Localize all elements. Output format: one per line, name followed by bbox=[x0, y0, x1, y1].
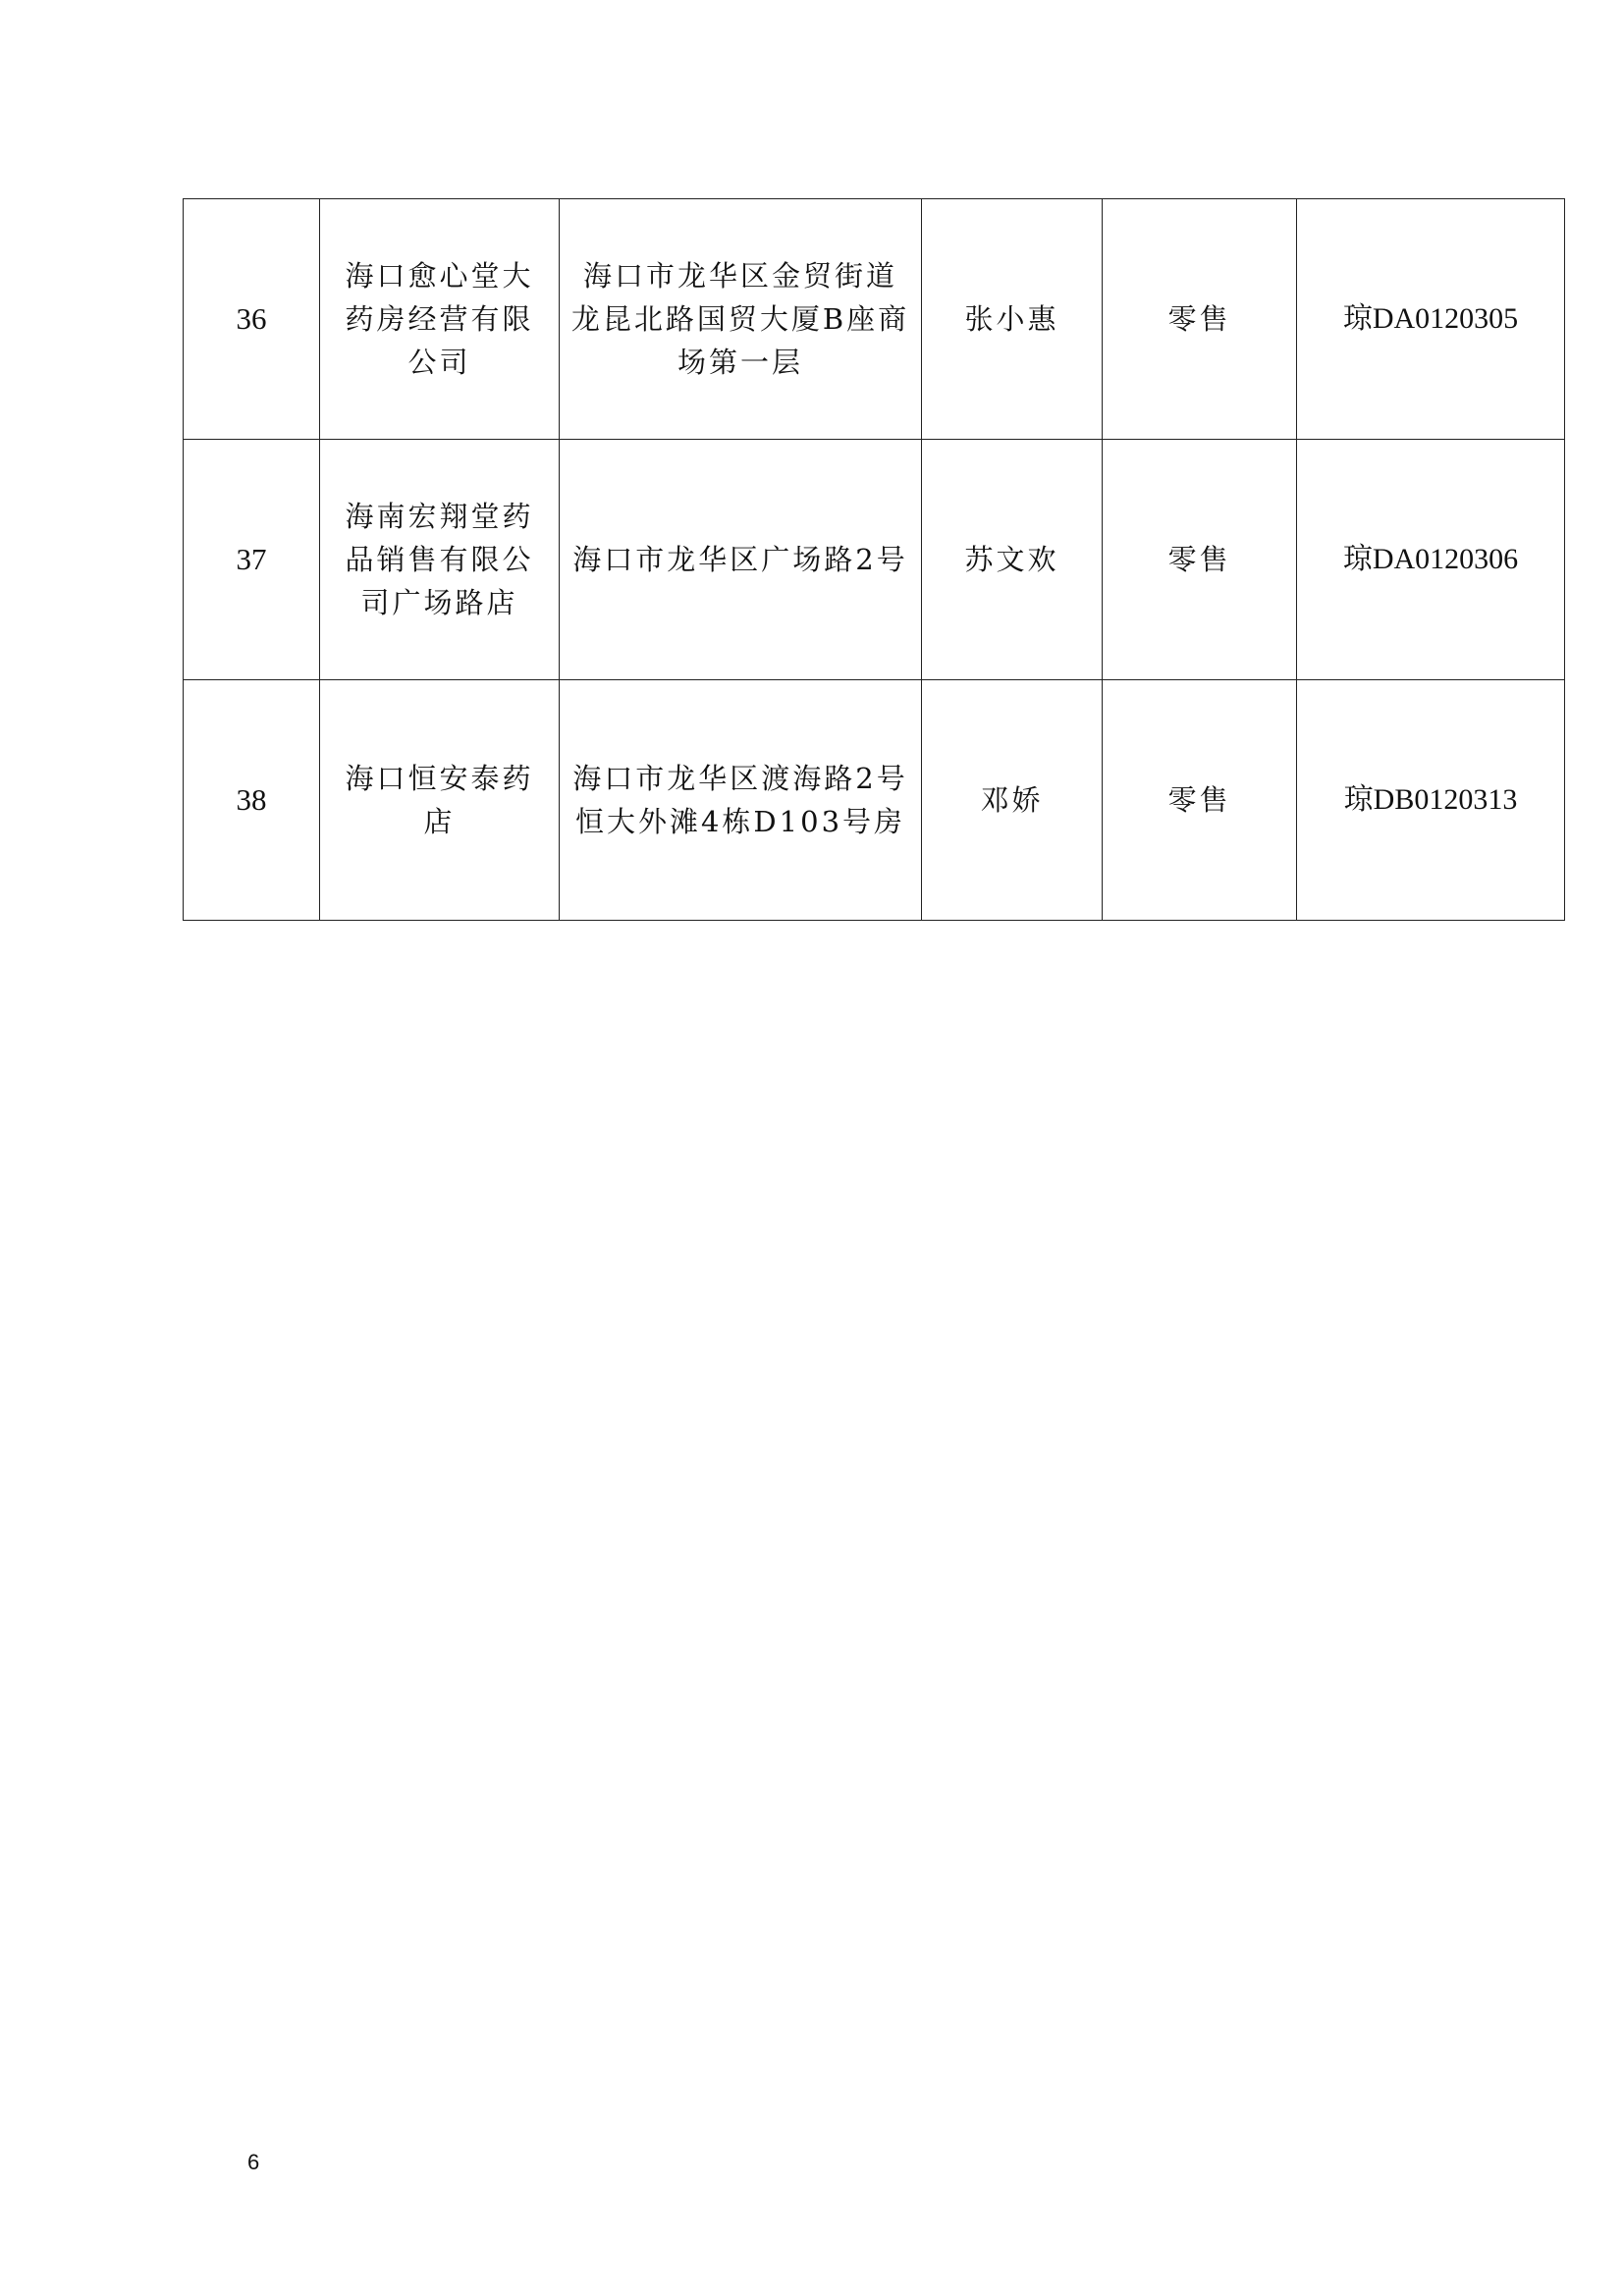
company-name: 海口恒安泰药店 bbox=[320, 680, 560, 921]
table-row bbox=[184, 199, 1565, 440]
row-number: 37 bbox=[184, 440, 320, 680]
row-number: 38 bbox=[184, 680, 320, 921]
company-address: 海口市龙华区金贸街道龙昆北路国贸大厦B座商场第一层 bbox=[560, 199, 922, 440]
responsible-person: 苏文欢 bbox=[922, 440, 1103, 680]
license-number: 琼DB0120313 bbox=[1297, 680, 1565, 921]
license-number: 琼DA0120305 bbox=[1297, 199, 1565, 440]
pharmacy-records-table bbox=[183, 198, 1565, 921]
company-address: 海口市龙华区渡海路2号恒大外滩4栋D103号房 bbox=[560, 680, 922, 921]
responsible-person: 邓娇 bbox=[922, 680, 1103, 921]
business-type: 零售 bbox=[1103, 199, 1297, 440]
business-type: 零售 bbox=[1103, 440, 1297, 680]
company-name: 海南宏翔堂药品销售有限公司广场路店 bbox=[320, 440, 560, 680]
company-name: 海口愈心堂大药房经营有限公司 bbox=[320, 199, 560, 440]
business-type: 零售 bbox=[1103, 680, 1297, 921]
responsible-person: 张小惠 bbox=[922, 199, 1103, 440]
table-row bbox=[184, 440, 1565, 680]
table-row bbox=[184, 680, 1565, 921]
page-number: 6 bbox=[247, 2150, 260, 2174]
row-number: 36 bbox=[184, 199, 320, 440]
company-address: 海口市龙华区广场路2号 bbox=[560, 440, 922, 680]
license-number: 琼DA0120306 bbox=[1297, 440, 1565, 680]
